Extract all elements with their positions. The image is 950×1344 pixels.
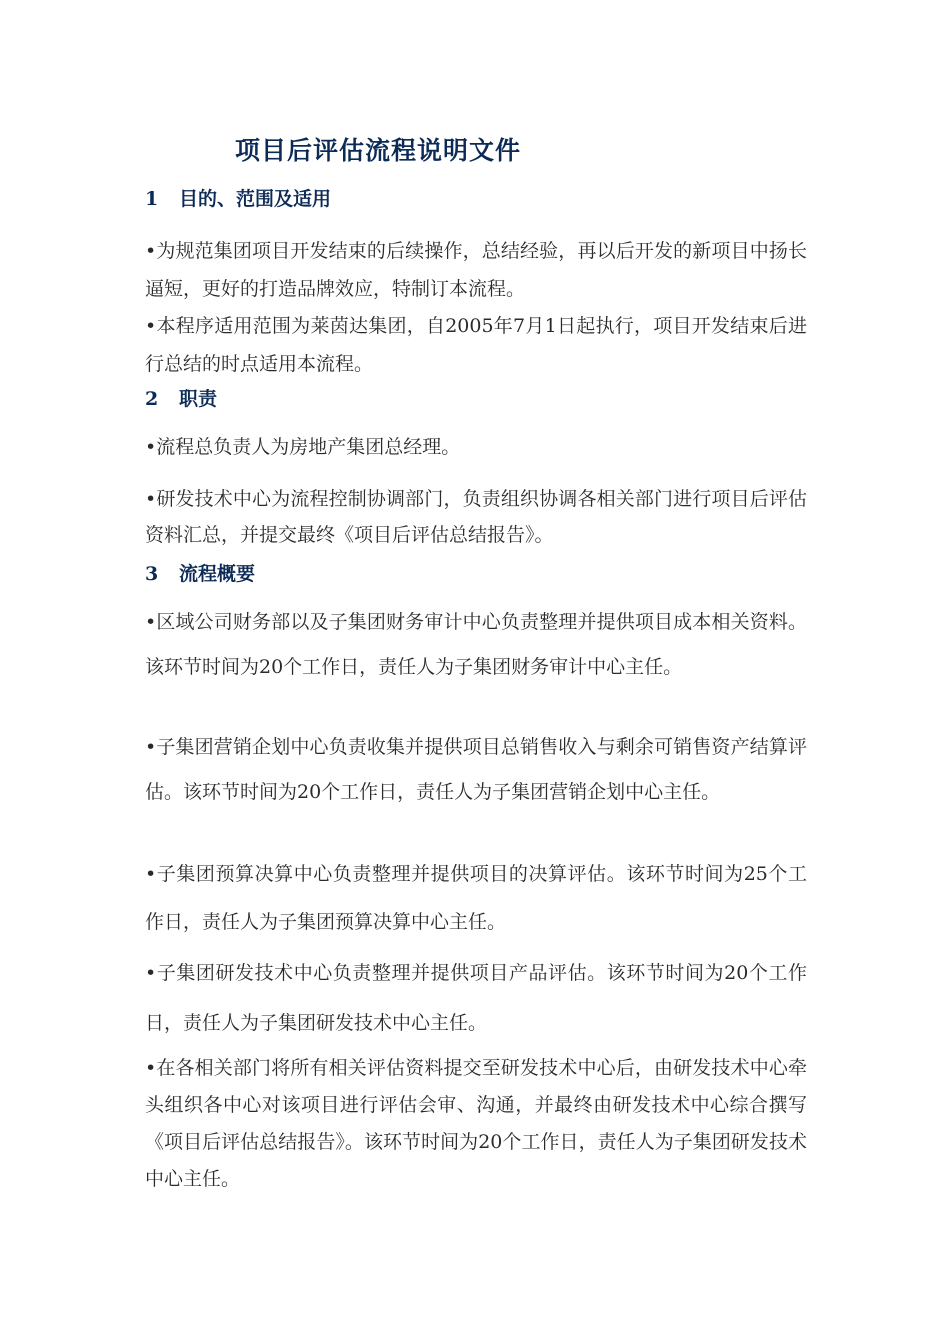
section-heading-purpose [145, 184, 331, 211]
section-number: 2 [145, 388, 159, 410]
section-title: 流程概要 [179, 563, 256, 585]
section-number: 1 [145, 188, 159, 210]
paragraph-finance: •区域公司财务部以及子集团财务审计中心负责整理并提供项目成本相关资料。该环节时间为20个工作日，责任人为子集团财务审计中心主任。 [145, 611, 807, 678]
paragraph-rnd: •子集团研发技术中心负责整理并提供项目产品评估。该环节时间为20个工作日，责任人为子集团研发技术中心主任。 [145, 962, 807, 1034]
document-title: 项目后评估流程说明文件 [235, 136, 522, 165]
section-title: 目的、范围及适用 [179, 188, 332, 210]
paragraph-coordinator: •研发技术中心为流程控制协调部门，负责组织协调各相关部门进行项目后评估资料汇总，并提交最终《项目后评估总结报告》。 [145, 488, 807, 546]
section-number: 3 [145, 563, 159, 585]
paragraph-scope: •本程序适用范围为莱茵达集团，自2005年7月1日起执行，项目开发结束后进行总结的时点适用本流程。 [145, 315, 807, 375]
paragraph-budget: •子集团预算决算中心负责整理并提供项目的决算评估。该环节时间为25个工作日，责任人为子集团预算决算中心主任。 [145, 863, 807, 933]
paragraph-marketing: •子集团营销企划中心负责收集并提供项目总销售收入与剩余可销售资产结算评估。该环节时间为20个工作日，责任人为子集团营销企划中心主任。 [145, 736, 807, 803]
paragraph-owner: •流程总负责人为房地产集团总经理。 [145, 436, 461, 458]
paragraph-purpose: •为规范集团项目开发结束的后续操作，总结经验，再以后开发的新项目中扬长逼短，更好的打造品牌效应，特制订本流程。 [145, 240, 807, 300]
section-heading-responsibility [145, 384, 217, 411]
paragraph-final-review: •在各相关部门将所有相关评估资料提交至研发技术中心后，由研发技术中心牵头组织各中心对该项目进行评估会审、沟通，并最终由研发技术中心综合撰写《项目后评估总结报告》。该环节时间为20个工作日，责任人为子集团研发技术中心主任。 [145, 1057, 807, 1190]
section-title: 职责 [179, 388, 218, 410]
section-heading-overview [145, 559, 255, 586]
